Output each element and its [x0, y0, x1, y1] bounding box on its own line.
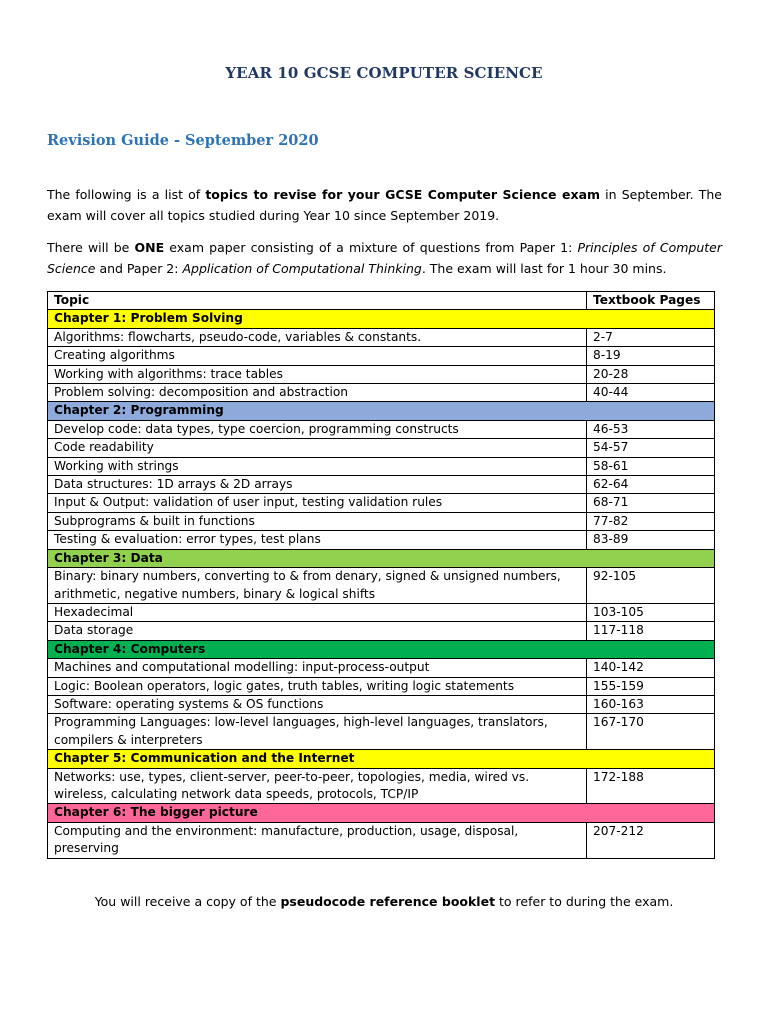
chapter-title: Chapter 5: Communication and the Internet	[48, 750, 715, 768]
chapter-row	[48, 750, 715, 768]
topics-table	[47, 291, 715, 859]
table-row	[48, 695, 715, 713]
topic-cell: Machines and computational modelling: input-process-output	[48, 659, 587, 677]
topic-cell: Hexadecimal	[48, 603, 587, 621]
exam-text-a: There will be	[47, 240, 135, 255]
pages-cell: 155-159	[587, 677, 715, 695]
table-row	[48, 384, 715, 402]
table-row	[48, 439, 715, 457]
table-row	[48, 822, 715, 858]
topic-cell: Testing & evaluation: error types, test plans	[48, 531, 587, 549]
topic-cell: Working with algorithms: trace tables	[48, 365, 587, 383]
topic-cell: Binary: binary numbers, converting to & from denary, signed & unsigned numbers, arithmetic, negative numbers, binary & logical shifts	[48, 568, 587, 604]
topic-cell: Input & Output: validation of user input, testing validation rules	[48, 494, 587, 512]
header-pages: Textbook Pages	[587, 292, 715, 310]
pages-cell: 77-82	[587, 512, 715, 530]
table-row	[48, 568, 715, 604]
chapter-title: Chapter 2: Programming	[48, 402, 715, 420]
table-row	[48, 768, 715, 804]
intro-paragraph	[47, 185, 722, 226]
chapter-row	[48, 402, 715, 420]
chapter-row	[48, 549, 715, 567]
chapter-row	[48, 640, 715, 658]
intro-text-bold: topics to revise for your GCSE Computer Science exam	[205, 187, 601, 202]
topic-cell: Subprograms & built in functions	[48, 512, 587, 530]
table-row	[48, 494, 715, 512]
document-title: YEAR 10 GCSE COMPUTER SCIENCE	[225, 64, 543, 82]
topic-cell: Algorithms: flowcharts, pseudo-code, variables & constants.	[48, 328, 587, 346]
pages-cell: 2-7	[587, 328, 715, 346]
chapter-row	[48, 310, 715, 328]
exam-text-one: ONE	[134, 240, 165, 255]
topic-cell: Data structures: 1D arrays & 2D arrays	[48, 476, 587, 494]
topic-cell: Data storage	[48, 622, 587, 640]
pages-cell: 8-19	[587, 347, 715, 365]
exam-text-e: and Paper 2:	[95, 260, 183, 276]
table-row	[48, 622, 715, 640]
pages-cell: 103-105	[587, 603, 715, 621]
table-row	[48, 603, 715, 621]
pages-cell: 207-212	[587, 822, 715, 858]
footer-text-a: You will receive a copy of the	[94, 894, 281, 909]
topic-cell: Computing and the environment: manufacture, production, usage, disposal, preserving	[48, 822, 587, 858]
table-row	[48, 365, 715, 383]
paper2-name: Application of Computational Thinking	[182, 260, 422, 276]
table-row	[48, 512, 715, 530]
pages-cell: 54-57	[587, 439, 715, 457]
table-row	[48, 457, 715, 475]
table-row	[48, 328, 715, 346]
exam-paragraph	[47, 238, 722, 279]
pages-cell: 20-28	[587, 365, 715, 383]
exam-text-c: exam paper consisting of a mixture of questions from Paper 1:	[164, 240, 578, 255]
topic-cell: Programming Languages: low-level languages, high-level languages, translators, compilers & interpreters	[48, 714, 587, 750]
table-row	[48, 347, 715, 365]
table-row	[48, 677, 715, 695]
pages-cell: 117-118	[587, 622, 715, 640]
pages-cell: 68-71	[587, 494, 715, 512]
header-topic: Topic	[48, 292, 587, 310]
pages-cell: 62-64	[587, 476, 715, 494]
chapter-title: Chapter 1: Problem Solving	[48, 310, 715, 328]
intro-text-c: in September. The exam will cover all topics studied during Year 10 since September 2019.	[47, 187, 722, 223]
footer-text-bold: pseudocode reference booklet	[280, 894, 496, 909]
paper1-name: Principles of Computer Science	[47, 240, 722, 276]
topic-cell: Problem solving: decomposition and abstraction	[48, 384, 587, 402]
footer-note	[0, 894, 768, 909]
topic-cell: Software: operating systems & OS functions	[48, 695, 587, 713]
footer-text-c: to refer to during the exam.	[495, 894, 674, 909]
pages-cell: 46-53	[587, 420, 715, 438]
topic-cell: Code readability	[48, 439, 587, 457]
topic-cell: Networks: use, types, client-server, peer-to-peer, topologies, media, wired vs. wireless, calculating network data speeds, protocols, TCP/IP	[48, 768, 587, 804]
chapter-row	[48, 804, 715, 822]
pages-cell: 83-89	[587, 531, 715, 549]
intro-text-a: The following is a list of	[47, 187, 206, 202]
pages-cell: 40-44	[587, 384, 715, 402]
pages-cell: 58-61	[587, 457, 715, 475]
table-row	[48, 476, 715, 494]
chapter-title: Chapter 6: The bigger picture	[48, 804, 715, 822]
table-row	[48, 714, 715, 750]
chapter-title: Chapter 3: Data	[48, 549, 715, 567]
table-row	[48, 531, 715, 549]
exam-text-g: . The exam will last for 1 hour 30 mins.	[421, 260, 667, 276]
topic-cell: Creating algorithms	[48, 347, 587, 365]
topic-cell: Working with strings	[48, 457, 587, 475]
pages-cell: 167-170	[587, 714, 715, 750]
document-subtitle: Revision Guide - September 2020	[47, 132, 319, 149]
topic-cell: Logic: Boolean operators, logic gates, truth tables, writing logic statements	[48, 677, 587, 695]
table-header-row	[48, 292, 715, 310]
table-row	[48, 659, 715, 677]
pages-cell: 160-163	[587, 695, 715, 713]
pages-cell: 92-105	[587, 568, 715, 604]
pages-cell: 140-142	[587, 659, 715, 677]
chapter-title: Chapter 4: Computers	[48, 640, 715, 658]
table-row	[48, 420, 715, 438]
topic-cell: Develop code: data types, type coercion, programming constructs	[48, 420, 587, 438]
pages-cell: 172-188	[587, 768, 715, 804]
